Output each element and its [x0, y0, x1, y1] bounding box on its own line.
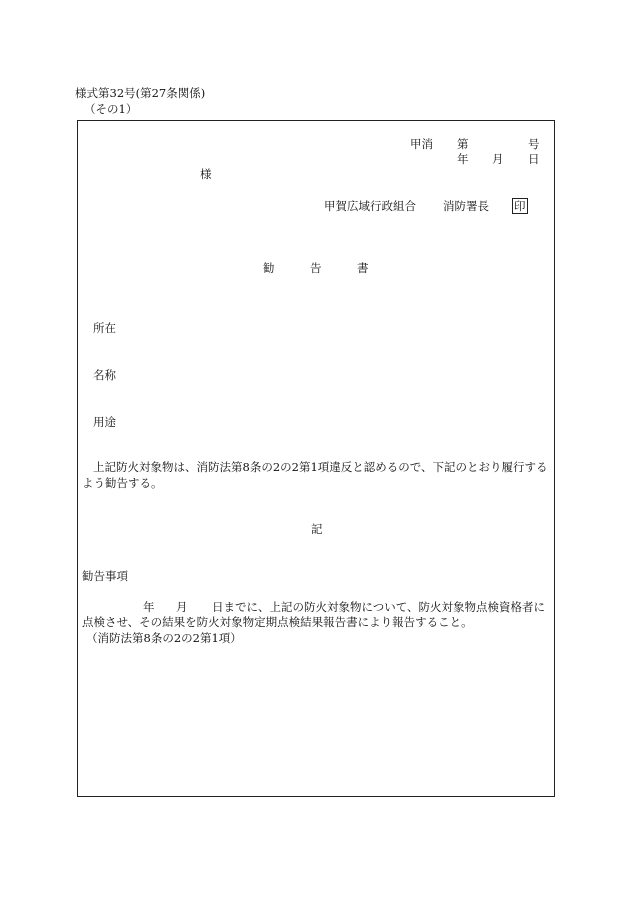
field-usage-label: 用途 — [93, 415, 116, 429]
title-char-3: 書 — [357, 261, 369, 275]
title-char-2: 告 — [310, 261, 322, 275]
body-line-1: 上記防火対象物は、消防法第8条の2の2第1項違反と認めるので、下記のとおり履行する — [93, 460, 548, 474]
seal-mark — [512, 198, 528, 214]
rec-line-1-rest: 日までに、上記の防火対象物について、防火対象物点検資格者に — [212, 600, 546, 614]
addressee-suffix: 様 — [200, 167, 212, 181]
date-day: 日 — [528, 152, 540, 166]
rec-month: 月 — [176, 600, 188, 614]
rec-year: 年 — [143, 600, 155, 614]
issuer-title: 消防署長 — [443, 199, 489, 213]
rec-line-2: 点検させ、その結果を防火対象物定期点検結果報告書により報告すること。 — [82, 615, 473, 629]
seal-text: 印 — [514, 199, 526, 213]
doc-number-prefix: 甲消 — [410, 137, 433, 151]
doc-number-dai: 第 — [457, 137, 469, 151]
date-month: 月 — [492, 152, 504, 166]
doc-number-go: 号 — [528, 137, 540, 151]
notes-heading: 記 — [311, 522, 323, 536]
form-part: （その1） — [84, 102, 138, 116]
body-line-2: よう勧告する。 — [82, 476, 163, 490]
form-frame — [77, 120, 555, 797]
field-name-label: 名称 — [93, 368, 116, 382]
form-number: 様式第32号(第27条関係) — [75, 86, 206, 100]
recommendation-heading: 勧告事項 — [82, 569, 128, 583]
field-location-label: 所在 — [93, 321, 116, 335]
title-char-1: 勧 — [263, 261, 275, 275]
issuer-org: 甲賀広域行政組合 — [324, 199, 416, 213]
rec-line-3: （消防法第8条の2の2第1項） — [86, 631, 242, 645]
date-year: 年 — [457, 152, 469, 166]
